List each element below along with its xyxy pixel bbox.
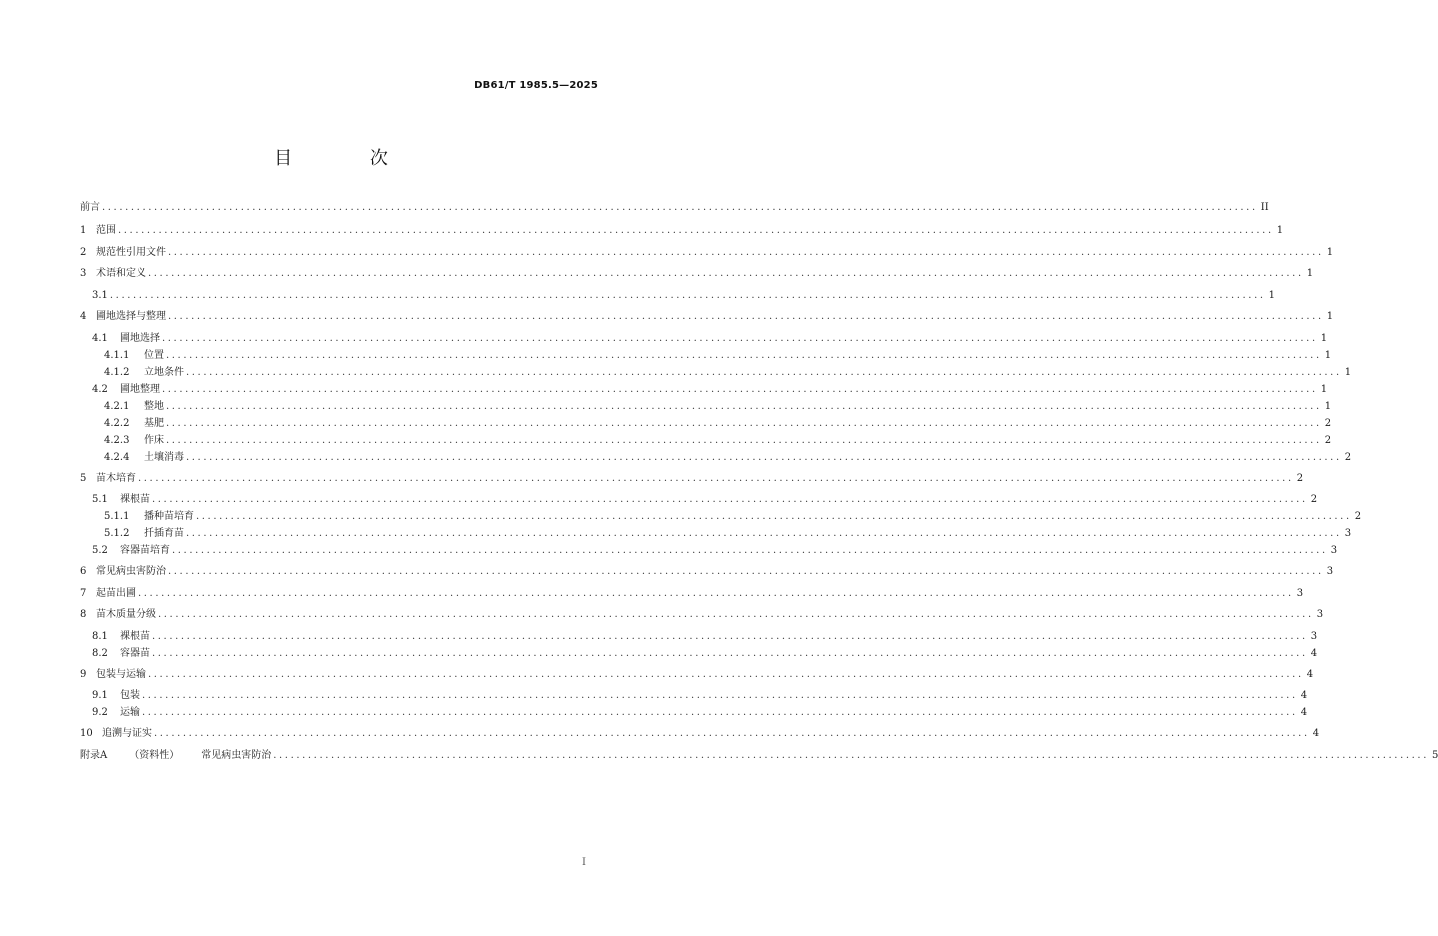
- toc-entry[interactable]: [80, 330, 1328, 347]
- toc-entry-label: 常见病虫害防治: [96, 566, 166, 577]
- toc-entry-number: 9.2: [92, 707, 108, 718]
- toc-leader: ........................................................................................................................................................................................................: [166, 349, 1322, 361]
- document-code: DB61/T 1985.5—2025: [474, 80, 598, 91]
- toc-leader: ........................................................................................................................................................................................................: [172, 545, 1328, 556]
- toc-entry-label: 苗木培育: [96, 472, 136, 484]
- toc-entry-label: 位置: [144, 349, 164, 361]
- toc-entry-label: 裸根苗: [120, 494, 150, 505]
- toc-leader: ........................................................................................................................................................................................................: [152, 647, 1308, 659]
- toc-entry-label: 术语和定义: [96, 268, 146, 279]
- toc-page-number: 1: [1324, 400, 1332, 412]
- toc-leader: ........................................................................................................................................................................................................: [168, 566, 1324, 577]
- toc-entry[interactable]: [80, 398, 1332, 415]
- toc-page-number: 2: [1296, 472, 1304, 484]
- toc-entry-label: 追溯与证实: [102, 728, 152, 739]
- toc-page-number: 1: [1306, 268, 1314, 279]
- toc-entry-label: 土壤消毒: [144, 451, 184, 463]
- toc-entry[interactable]: [80, 220, 1284, 242]
- toc-entry-number: 5.1.2: [104, 528, 130, 539]
- toc-entry-number: 4.2.2: [104, 417, 130, 429]
- toc-entry[interactable]: [80, 525, 1352, 542]
- toc-entry-label: 容器苗: [120, 647, 150, 659]
- toc-entry-number: 4.1: [92, 332, 108, 344]
- toc-entry-number: 4.1.1: [104, 349, 130, 361]
- toc-leader: ........................................................................................................................................................................................................: [168, 246, 1324, 258]
- toc-entry-label: 圃地整理: [120, 383, 160, 395]
- toc-leader: ........................................................................................................................................................................................................: [158, 609, 1314, 620]
- toc-entry-label: 播种苗培育: [144, 511, 194, 522]
- page-number: I: [582, 857, 586, 868]
- toc-entry[interactable]: [80, 704, 1308, 721]
- toc-page-number: 2: [1324, 434, 1332, 446]
- toc-entry-label: 圃地选择: [120, 332, 160, 344]
- toc-page-number: II: [1260, 202, 1269, 213]
- toc-page-number: 2: [1354, 511, 1362, 522]
- toc-leader: ........................................................................................................................................................................................................: [186, 366, 1342, 378]
- toc-entry[interactable]: [80, 415, 1332, 432]
- toc-leader: ........................................................................................................................................................................................................: [142, 690, 1298, 701]
- toc-entry[interactable]: [80, 508, 1362, 525]
- toc-leader: ........................................................................................................................................................................................................: [138, 587, 1294, 599]
- toc-entry[interactable]: [80, 199, 1269, 216]
- toc-leader: ........................................................................................................................................................................................................: [138, 472, 1294, 484]
- toc-leader: ........................................................................................................................................................................................................: [166, 400, 1322, 412]
- toc-entry-number: 5: [80, 472, 87, 484]
- page-title: 目 次: [274, 148, 424, 169]
- toc-page-number: 4: [1312, 728, 1320, 739]
- toc-entry-label: 苗木质量分级: [96, 609, 156, 620]
- toc-page-number: 4: [1310, 647, 1318, 659]
- toc-leader: ........................................................................................................................................................................................................: [102, 202, 1258, 213]
- toc-entry-label: 包装与运输: [96, 668, 146, 680]
- toc-page-number: 3: [1316, 609, 1324, 620]
- toc-entry-number: 8.1: [92, 630, 108, 642]
- toc-entry-label: 作床: [144, 434, 164, 446]
- table-of-contents: [80, 199, 1438, 766]
- toc-leader: ........................................................................................................................................................................................................: [186, 451, 1342, 463]
- toc-leader: ........................................................................................................................................................................................................: [154, 728, 1310, 739]
- toc-page-number: 1: [1276, 225, 1284, 236]
- toc-entry[interactable]: [80, 285, 1276, 307]
- toc-entry[interactable]: [80, 468, 1304, 490]
- toc-entry-label: 运输: [120, 707, 140, 718]
- toc-entry[interactable]: [80, 306, 1334, 328]
- toc-entry[interactable]: [80, 628, 1318, 645]
- toc-page-number: 1: [1344, 366, 1352, 378]
- toc-leader: ........................................................................................................................................................................................................: [162, 383, 1318, 395]
- toc-entry-number: 9: [80, 668, 87, 680]
- toc-entry-number: 4.1.2: [104, 366, 130, 378]
- toc-entry-number: 7: [80, 587, 87, 599]
- toc-entry-number: 9.1: [92, 690, 108, 701]
- toc-page-number: 3: [1330, 545, 1338, 556]
- toc-entry-number: 4.2: [92, 383, 108, 395]
- toc-page-number: 3: [1344, 528, 1352, 539]
- toc-entry-label: 起苗出圃: [96, 587, 136, 599]
- toc-entry-label: 整地: [144, 400, 164, 412]
- toc-entry-number: 5.1: [92, 494, 108, 505]
- toc-leader: ........................................................................................................................................................................................................: [162, 332, 1318, 344]
- toc-page-number: 3: [1326, 566, 1334, 577]
- toc-page-number: 4: [1300, 690, 1308, 701]
- toc-entry[interactable]: [80, 491, 1318, 508]
- toc-entry[interactable]: [80, 263, 1314, 285]
- toc-leader: ........................................................................................................................................................................................................: [118, 225, 1274, 236]
- toc-leader: ........................................................................................................................................................................................................: [168, 311, 1324, 322]
- toc-entry-annex-type: （资料性）: [129, 749, 180, 761]
- toc-entry[interactable]: [80, 604, 1324, 626]
- toc-page-number: 4: [1300, 707, 1308, 718]
- toc-page-number: 3: [1296, 587, 1304, 599]
- toc-entry-label: 规范性引用文件: [96, 246, 166, 258]
- toc-entry-label: 容器苗培育: [120, 545, 170, 556]
- toc-entry[interactable]: [80, 723, 1320, 745]
- toc-leader: ........................................................................................................................................................................................................: [148, 268, 1304, 279]
- toc-page-number: 3: [1310, 630, 1318, 642]
- toc-page-number: 5: [1431, 749, 1438, 761]
- toc-entry-number: 5.1.1: [104, 511, 130, 522]
- toc-leader: ........................................................................................................................................................................................................: [148, 668, 1304, 680]
- toc-leader: ........................................................................................................................................................................................................: [142, 707, 1298, 718]
- toc-entry[interactable]: [80, 449, 1352, 466]
- toc-entry-label: 圃地选择与整理: [96, 311, 166, 322]
- toc-entry[interactable]: [80, 645, 1318, 662]
- toc-page-number: 1: [1320, 332, 1328, 344]
- toc-leader: ........................................................................................................................................................................................................: [109, 289, 1266, 301]
- toc-entry[interactable]: [80, 347, 1332, 364]
- toc-leader: ........................................................................................................................................................................................................: [196, 511, 1352, 522]
- toc-leader: ........................................................................................................................................................................................................: [152, 630, 1308, 642]
- toc-leader: ........................................................................................................................................................................................................: [152, 494, 1308, 505]
- toc-entry[interactable]: [80, 542, 1338, 559]
- toc-entry-number: 6: [80, 566, 87, 577]
- toc-leader: ........................................................................................................................................................................................................: [186, 528, 1342, 539]
- toc-entry-label: 包装: [120, 690, 140, 701]
- toc-entry-label: 范围: [96, 225, 116, 236]
- toc-entry-number: 8: [80, 609, 87, 620]
- toc-page-number: 1: [1326, 311, 1334, 322]
- toc-entry-number: 4.2.1: [104, 400, 130, 412]
- toc-entry-number: 3: [80, 268, 87, 279]
- toc-entry-number: 10: [80, 728, 93, 739]
- toc-leader: ........................................................................................................................................................................................................: [166, 434, 1322, 446]
- toc-entry-number: 4.2.4: [104, 451, 130, 463]
- toc-entry[interactable]: [80, 242, 1334, 264]
- toc-entry[interactable]: [80, 561, 1334, 583]
- toc-page-number: 2: [1324, 417, 1332, 429]
- toc-page-number: 2: [1310, 494, 1318, 505]
- toc-entry[interactable]: [80, 381, 1328, 398]
- toc-page-number: 4: [1306, 668, 1314, 680]
- toc-page-number: 1: [1326, 246, 1334, 258]
- toc-entry[interactable]: [80, 432, 1332, 449]
- toc-leader: ........................................................................................................................................................................................................: [166, 417, 1322, 429]
- toc-entry-label: 裸根苗: [120, 630, 150, 642]
- toc-leader: ........................................................................................................................................................................................................: [273, 749, 1429, 761]
- toc-entry-number: 附录A: [80, 749, 108, 761]
- toc-entry-appendix[interactable]: [80, 745, 1438, 767]
- toc-entry-number: 4.2.3: [104, 434, 130, 446]
- toc-entry-label: 扦插育苗: [144, 528, 184, 539]
- toc-entry-number: 2: [80, 246, 87, 258]
- toc-entry[interactable]: [80, 664, 1314, 686]
- toc-entry-number: 3.1: [92, 289, 108, 301]
- toc-page-number: 1: [1324, 349, 1332, 361]
- toc-entry-label: 基肥: [144, 417, 164, 429]
- toc-page-number: 1: [1320, 383, 1328, 395]
- toc-entry-number: 8.2: [92, 647, 108, 659]
- toc-entry-label: 常见病虫害防治: [201, 749, 272, 761]
- toc-entry-number: 5.2: [92, 545, 108, 556]
- toc-entry-label: 前言: [80, 202, 100, 213]
- toc-entry-label: 立地条件: [144, 366, 184, 378]
- toc-entry[interactable]: [80, 583, 1304, 605]
- toc-entry[interactable]: [80, 687, 1308, 704]
- toc-page-number: 1: [1268, 289, 1276, 301]
- toc-entry-number: 4: [80, 311, 87, 322]
- toc-page-number: 2: [1344, 451, 1352, 463]
- toc-entry[interactable]: [80, 364, 1352, 381]
- toc-entry-number: 1: [80, 225, 87, 236]
